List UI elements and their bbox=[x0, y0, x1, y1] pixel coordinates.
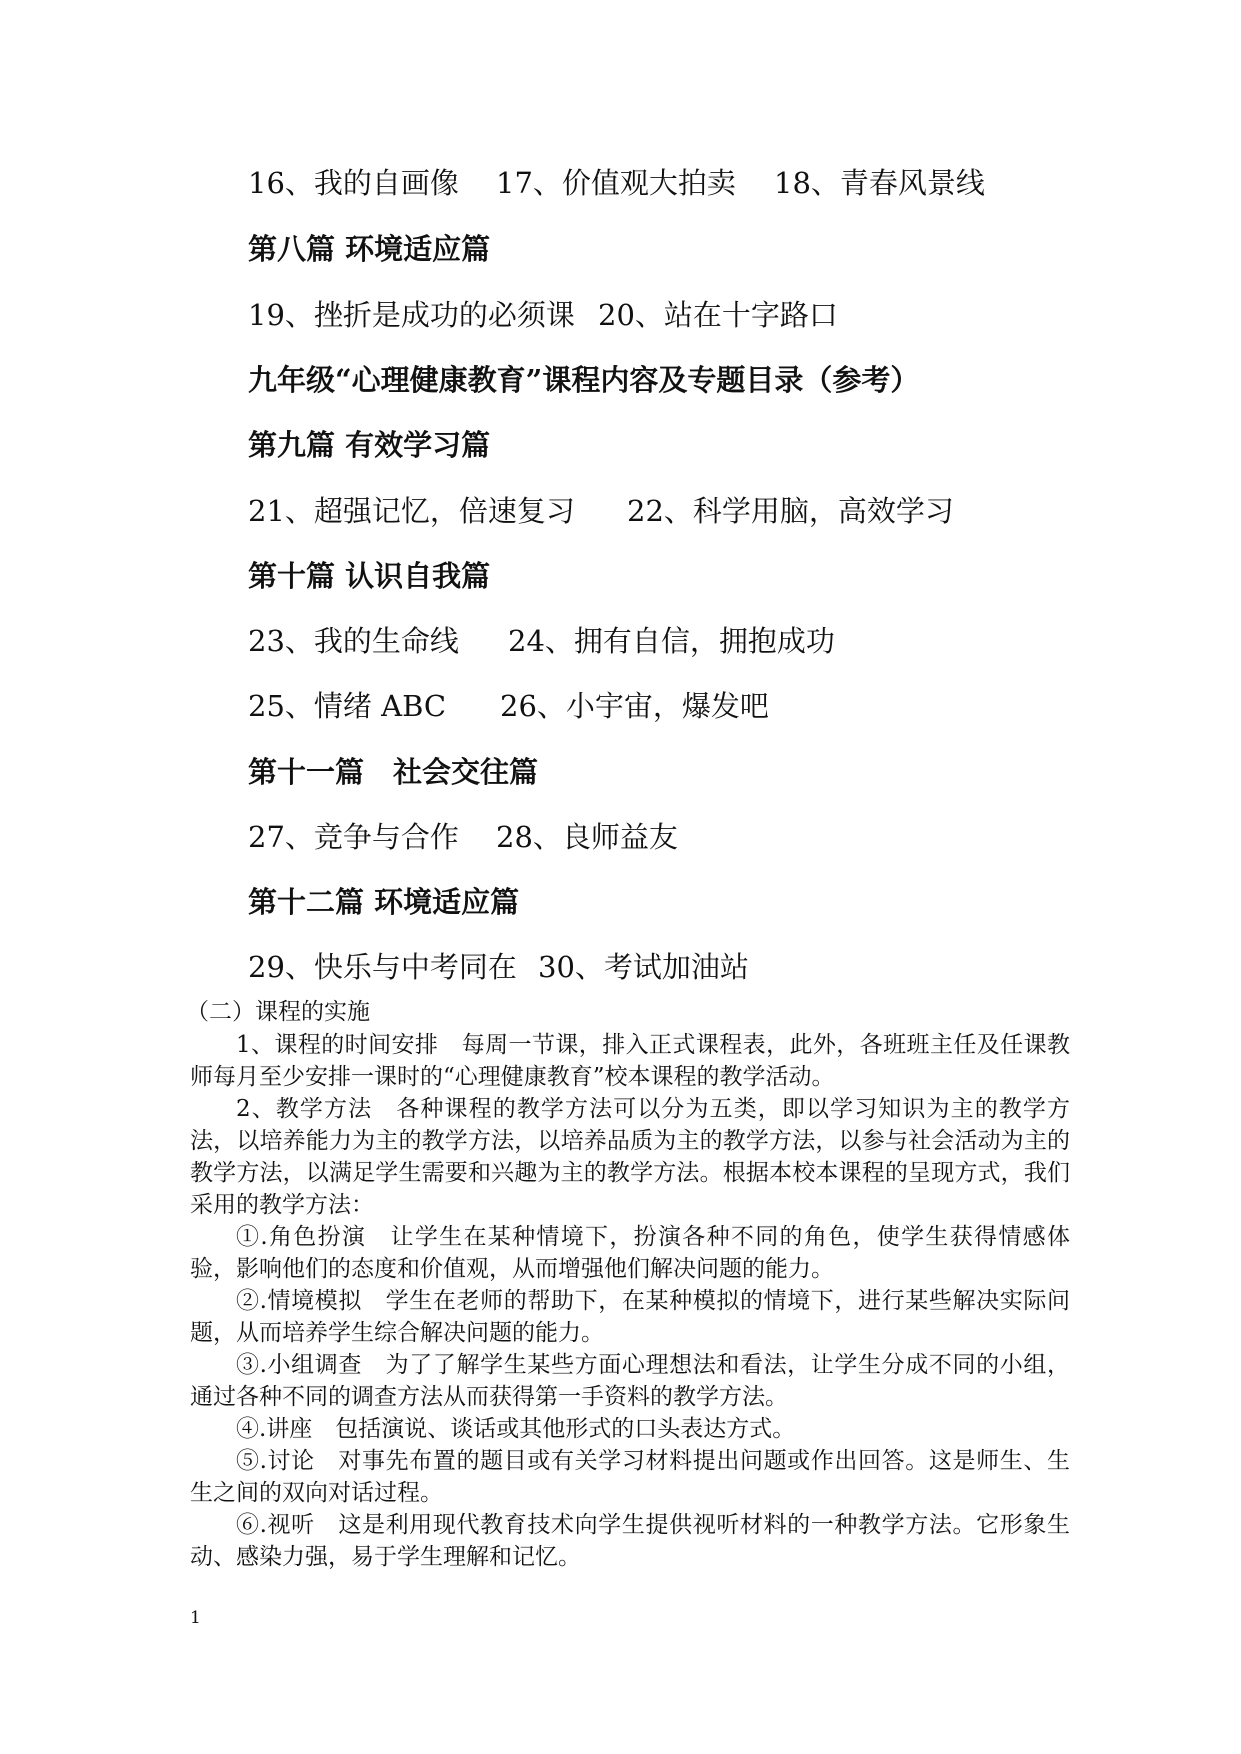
paragraph-schedule: 1、课程的时间安排 每周一节课，排入正式课程表，此外，各班班主任及任课教师每月至少安排一课时的“心理健康教育”校本课程的教学活动。 bbox=[190, 1032, 1070, 1090]
toc-item-29: 29、快乐与中考同在 bbox=[248, 950, 517, 984]
section-heading: （二）课程的实施 bbox=[186, 999, 370, 1025]
toc-item-24: 24、拥有自信，拥抱成功 bbox=[508, 624, 835, 658]
toc-row-27-28 bbox=[248, 817, 678, 857]
chapter-heading-12: 第十二篇 环境适应篇 bbox=[248, 885, 520, 919]
section-body bbox=[190, 1029, 1070, 1573]
toc-item-18: 18、青春风景线 bbox=[774, 166, 985, 200]
chapter-heading-9: 第九篇 有效学习篇 bbox=[248, 428, 491, 462]
toc-item-21: 21、超强记忆，倍速复习 bbox=[248, 494, 575, 528]
toc-row-23-24 bbox=[248, 621, 835, 661]
toc-item-17: 17、价值观大拍卖 bbox=[496, 166, 736, 200]
grade9-title: 九年级“心理健康教育”课程内容及专题目录（参考） bbox=[248, 363, 920, 397]
paragraph-audiovisual: ⑥.视听 这是利用现代教育技术向学生提供视听材料的一种教学方法。它形象生动、感染力强，易于学生理解和记忆。 bbox=[190, 1512, 1070, 1570]
paragraph-simulation: ②.情境模拟 学生在老师的帮助下，在某种模拟的情境下，进行某些解决实际问题，从而培养学生综合解决问题的能力。 bbox=[190, 1288, 1070, 1346]
toc-item-30: 30、考试加油站 bbox=[538, 950, 749, 984]
toc-item-25: 25、情绪 ABC bbox=[248, 689, 447, 723]
toc-item-19: 19、挫折是成功的必须课 bbox=[248, 298, 575, 332]
paragraph-methods: 2、教学方法 各种课程的教学方法可以分为五类，即以学习知识为主的教学方法，以培养能力为主的教学方法，以培养品质为主的教学方法，以参与社会活动为主的教学方法，以满足学生需要和兴趣为主的教学方法。根据本校本课程的呈现方式，我们采用的教学方法： bbox=[190, 1096, 1070, 1218]
toc-row-21-22 bbox=[248, 491, 954, 531]
toc-row-19-20 bbox=[248, 295, 838, 335]
toc-item-26: 26、小宇宙，爆发吧 bbox=[500, 689, 769, 723]
page-number: 1 bbox=[190, 1608, 201, 1628]
paragraph-discussion: ⑤.讨论 对事先布置的题目或有关学习材料提出问题或作出回答。这是师生、生生之间的双向对话过程。 bbox=[190, 1448, 1070, 1506]
chapter-heading-11: 第十一篇 社会交往篇 bbox=[248, 755, 539, 789]
chapter-heading-8: 第八篇 环境适应篇 bbox=[248, 232, 491, 266]
paragraph-group-survey: ③.小组调查 为了了解学生某些方面心理想法和看法，让学生分成不同的小组，通过各种不同的调查方法从而获得第一手资料的教学方法。 bbox=[190, 1352, 1070, 1410]
paragraph-lecture: ④.讲座 包括演说、谈话或其他形式的口头表达方式。 bbox=[236, 1416, 796, 1442]
toc-item-22: 22、科学用脑，高效学习 bbox=[627, 494, 954, 528]
toc-item-16: 16、我的自画像 bbox=[248, 166, 459, 200]
chapter-heading-10: 第十篇 认识自我篇 bbox=[248, 559, 491, 593]
toc-row-16-18 bbox=[248, 163, 985, 203]
toc-item-20: 20、站在十字路口 bbox=[598, 298, 838, 332]
toc-item-28: 28、良师益友 bbox=[496, 820, 678, 854]
toc-row-29-30 bbox=[248, 947, 749, 987]
toc-item-27: 27、竞争与合作 bbox=[248, 820, 459, 854]
toc-item-23: 23、我的生命线 bbox=[248, 624, 459, 658]
paragraph-role-play: ①.角色扮演 让学生在某种情境下，扮演各种不同的角色，使学生获得情感体验，影响他们的态度和价值观，从而增强他们解决问题的能力。 bbox=[190, 1224, 1070, 1282]
toc-row-25-26 bbox=[248, 686, 769, 726]
